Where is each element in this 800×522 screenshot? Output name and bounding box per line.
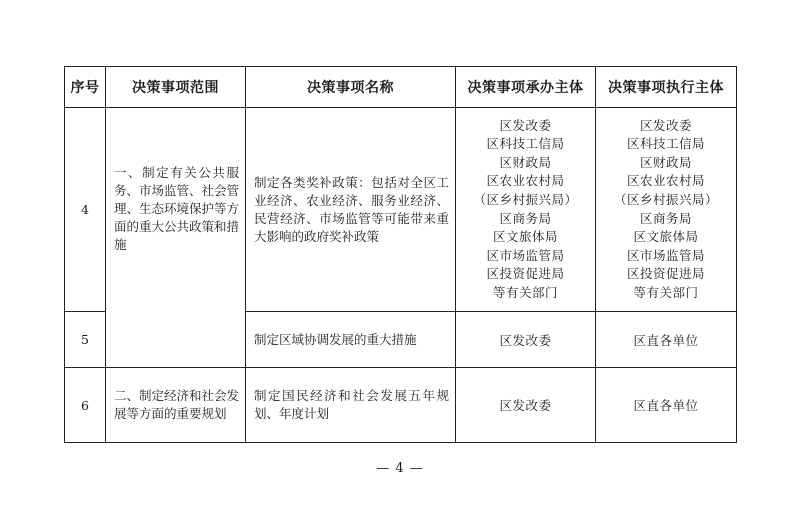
executor-cell: 区直各单位 <box>596 368 737 443</box>
header-decision-name: 决策事项名称 <box>246 67 456 108</box>
header-executor: 决策事项执行主体 <box>596 67 737 108</box>
sponsor-unit: 区农业农村局 <box>486 173 565 189</box>
sponsor-cell: 区发改委 <box>456 312 596 368</box>
decision-scope-cell <box>106 108 246 368</box>
sponsor-unit: 区科技工信局 <box>486 136 565 152</box>
sponsor-unit: 区投资促进局 <box>486 266 565 282</box>
executor-unit: 区商务局 <box>639 210 692 226</box>
header-decision-scope: 决策事项范围 <box>106 67 246 108</box>
sponsor-unit: 等有关部门 <box>492 284 558 300</box>
executor-cell: 区直各单位 <box>596 312 737 368</box>
table-header-row <box>65 67 737 108</box>
sponsor-unit: 区商务局 <box>499 210 552 226</box>
table-row <box>65 108 737 312</box>
sponsor-unit: （区乡村振兴局） <box>473 191 578 207</box>
executor-unit: 区农业农村局 <box>626 173 705 189</box>
table-row <box>65 368 737 443</box>
decision-name-cell: 制定国民经济和社会发展五年规划、年度计划 <box>246 368 456 443</box>
executor-unit: 区市场监管局 <box>626 247 705 263</box>
executor-cell <box>596 108 737 312</box>
executor-unit: 区财政局 <box>639 154 692 170</box>
header-serial-number: 序号 <box>65 67 106 108</box>
sponsor-unit: 区市场监管局 <box>486 247 565 263</box>
row-number: 6 <box>65 368 106 443</box>
executor-unit: 区科技工信局 <box>626 136 705 152</box>
executor-unit: 区文旅体局 <box>633 229 699 245</box>
sponsor-unit: 区发改委 <box>499 117 552 133</box>
executor-unit: （区乡村振兴局） <box>613 191 718 207</box>
decision-items-table <box>64 66 737 443</box>
executor-unit: 区发改委 <box>639 117 692 133</box>
decision-name-cell: 制定区域协调发展的重大措施 <box>246 312 456 368</box>
decision-name-cell: 制定各类奖补政策：包括对全区工业经济、农业经济、服务业经济、民营经济、市场监管等可能带来重大影响的政府奖补政策 <box>246 108 456 312</box>
row-number: 5 <box>65 312 106 368</box>
sponsor-unit: 区文旅体局 <box>492 229 558 245</box>
executor-unit: 区投资促进局 <box>626 266 705 282</box>
row-number: 4 <box>65 108 106 312</box>
sponsor-cell: 区发改委 <box>456 368 596 443</box>
header-sponsor: 决策事项承办主体 <box>456 67 596 108</box>
sponsor-unit: 区财政局 <box>499 154 552 170</box>
executor-unit: 等有关部门 <box>633 284 699 300</box>
page-number: — 4 — <box>376 461 424 476</box>
decision-scope-text: 一、制定有关公共服务、市场监管、社会管理、生态环境保护等方面的重大公共政策和措施 <box>114 164 240 252</box>
decision-scope-cell: 二、制定经济和社会发展等方面的重要规划 <box>106 368 246 443</box>
sponsor-cell <box>456 108 596 312</box>
